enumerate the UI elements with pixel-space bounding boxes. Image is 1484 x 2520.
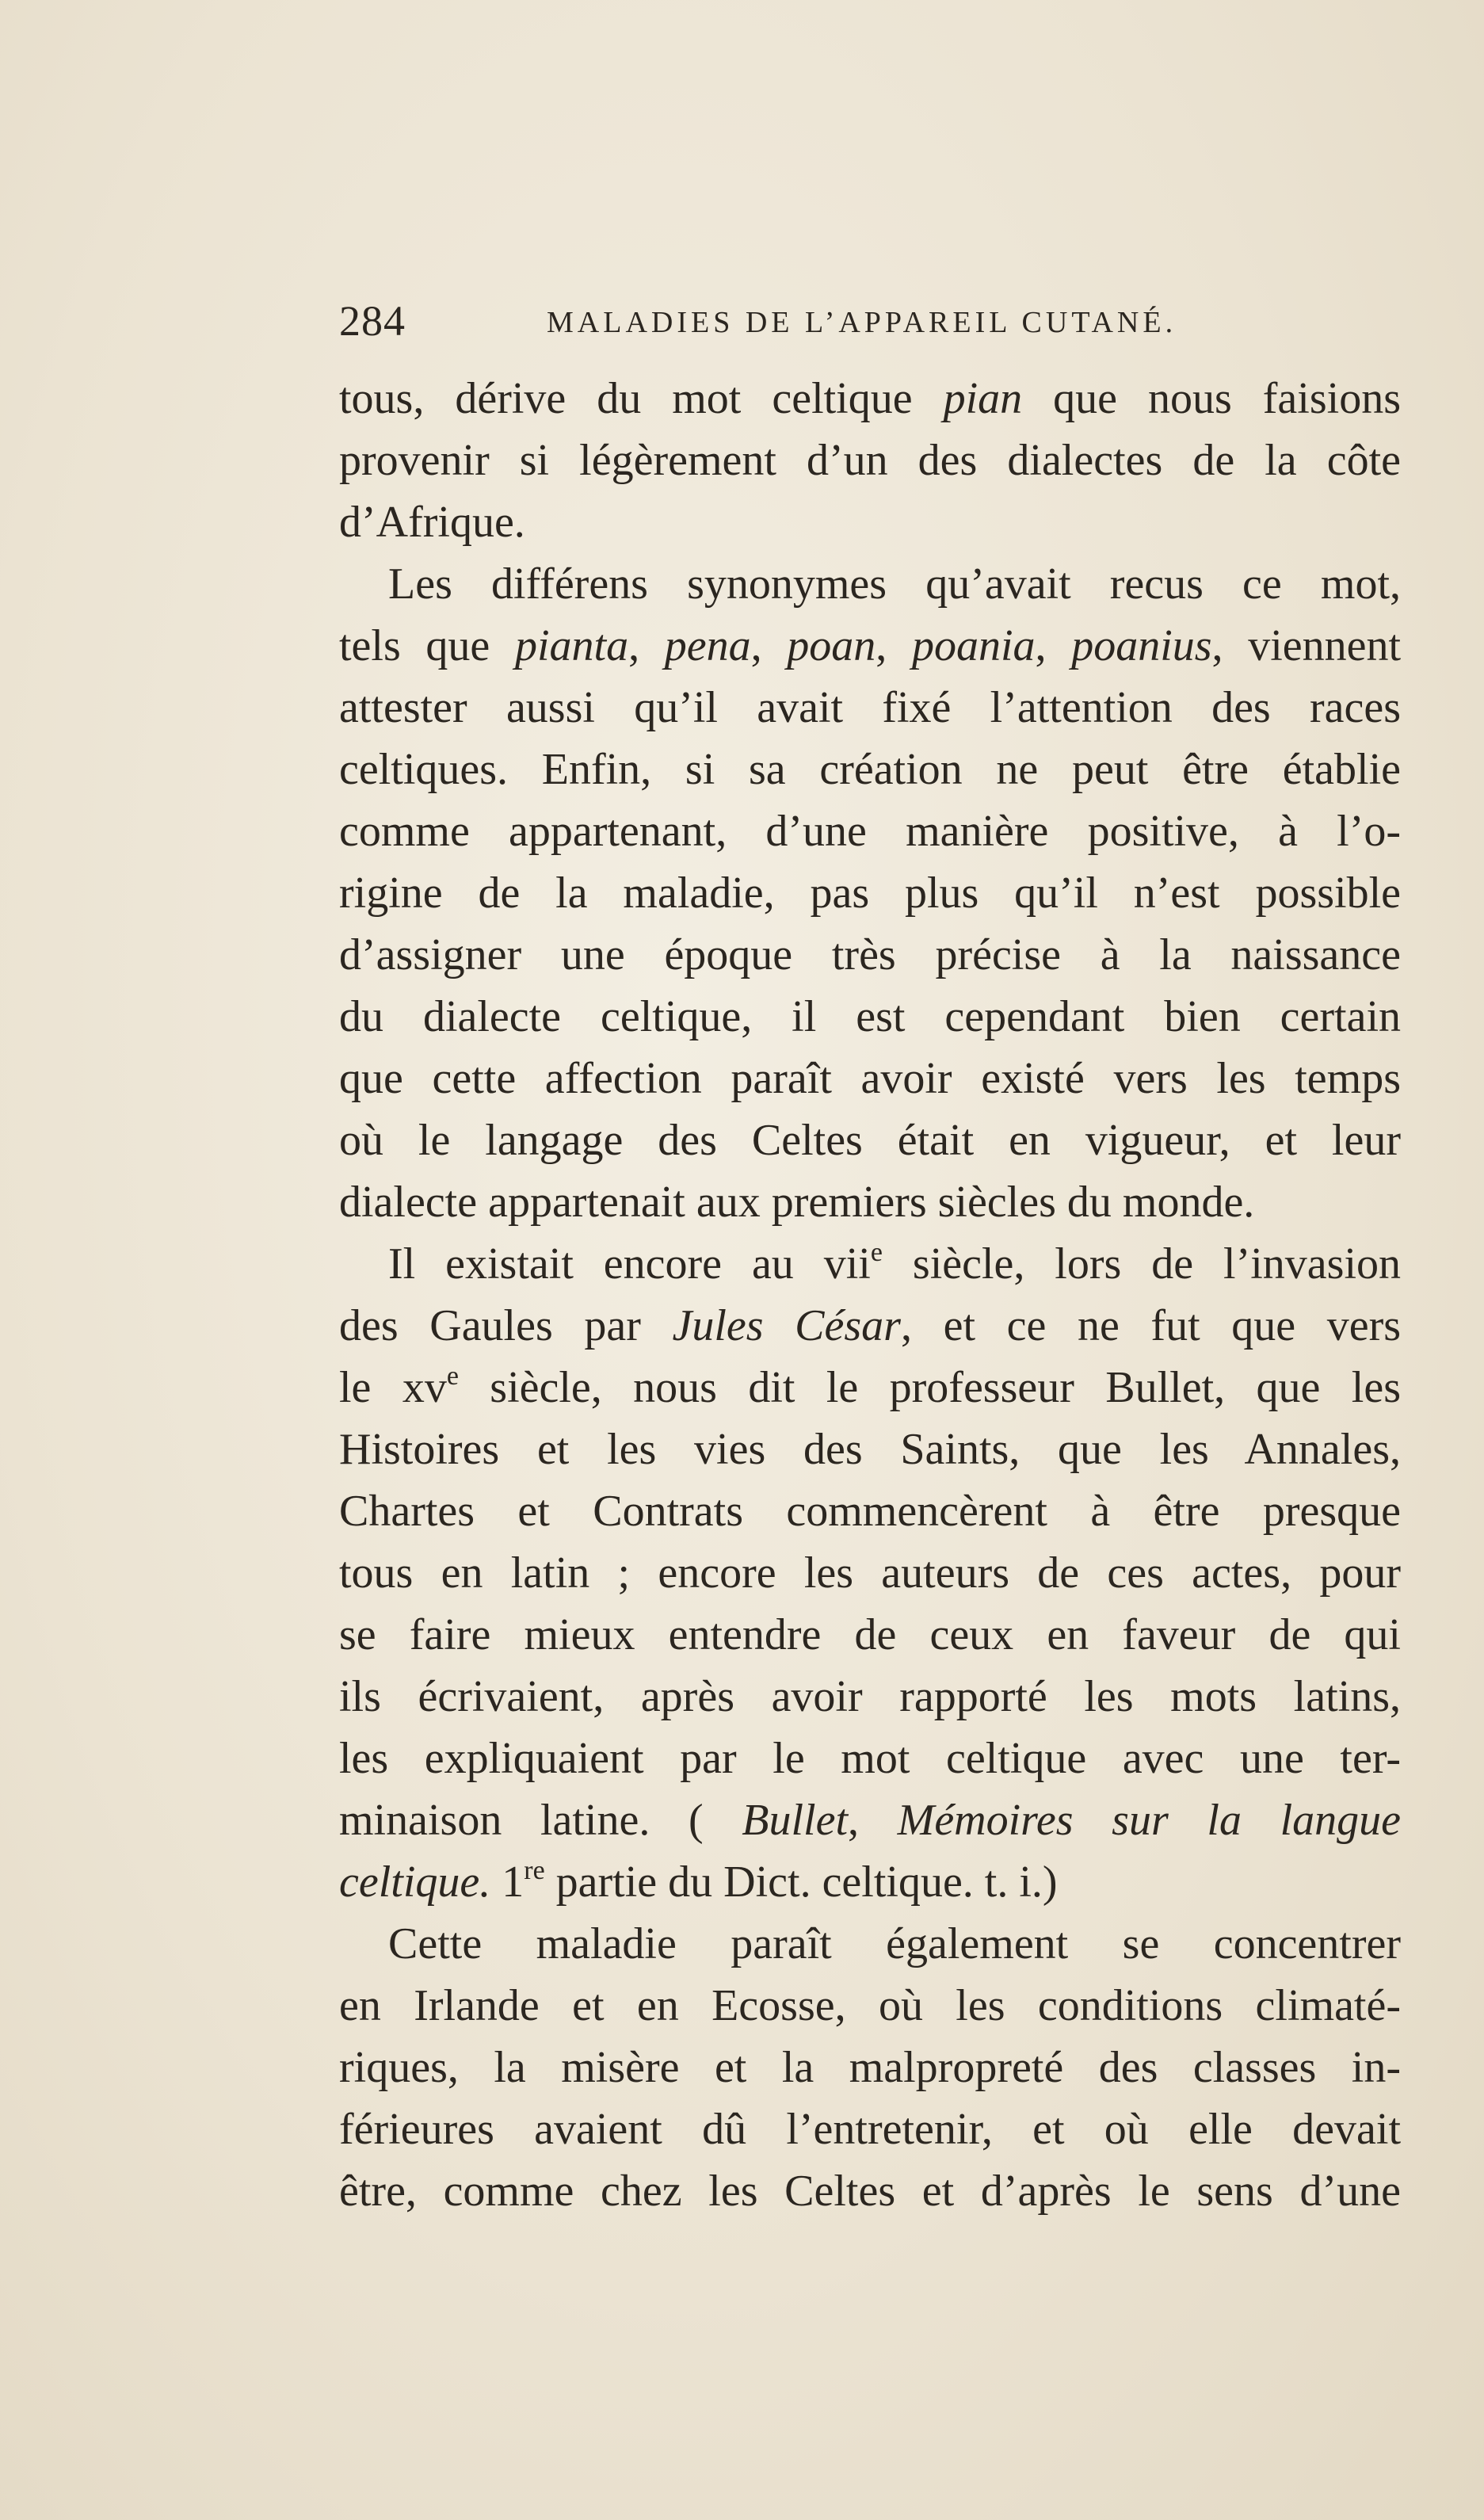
page-number: 284 [339, 297, 406, 345]
text-line [339, 615, 1401, 677]
text-line [339, 2160, 1401, 2222]
text-line [339, 491, 1401, 553]
text-segment: les expliquaient par le mot celtique avec une ter- [339, 1734, 1401, 1783]
superscript: e [446, 1361, 459, 1391]
text-segment: Chartes et Contrats commencèrent à être presque [339, 1487, 1401, 1536]
text-line [339, 2037, 1401, 2098]
text-line [339, 1975, 1401, 2037]
text-segment: siècle, nous dit le professeur Bullet, que les [458, 1363, 1401, 1412]
italic-text: poan [787, 621, 876, 670]
text-line [339, 553, 1401, 615]
text-segment: rigine de la maladie, pas plus qu’il n’est possible [339, 869, 1401, 918]
text-segment: provenir si légèrement d’un des dialectes de la côte [339, 436, 1401, 485]
text-line [339, 1295, 1401, 1357]
italic-text: pena [664, 621, 751, 670]
text-line [339, 1851, 1401, 1913]
text-segment: que nous faisions [1022, 374, 1401, 423]
text-segment: Les différens synonymes qu’avait recus ce mot, [388, 559, 1401, 609]
text-segment: , [876, 621, 912, 670]
running-head [339, 293, 1393, 349]
text-segment: comme appartenant, d’une manière positive, à l’o- [339, 807, 1401, 856]
superscript: e [870, 1238, 883, 1267]
text-segment: , [750, 621, 788, 670]
text-line [339, 1789, 1401, 1851]
text-line [339, 1418, 1401, 1480]
text-segment: xv [402, 1363, 447, 1412]
text-segment: attester aussi qu’il avait fixé l’attention des races [339, 683, 1401, 732]
text-segment: du dialecte celtique, il est cependant bien certain [339, 992, 1401, 1041]
text-segment: dialecte appartenait aux premiers siècles du monde. [339, 1178, 1255, 1227]
text-line [339, 862, 1401, 924]
text-line [339, 430, 1401, 491]
text-segment: se faire mieux entendre de ceux en faveur de qui [339, 1610, 1401, 1659]
italic-text: Mémoires sur la langue [897, 1796, 1402, 1845]
text-segment: en Irlande et en Ecosse, où les conditions climaté- [339, 1981, 1401, 2030]
superscript: re [524, 1856, 545, 1885]
text-segment: , et ce ne fut que vers [900, 1301, 1402, 1350]
text-segment: d’Afrique. [339, 498, 525, 547]
text-segment: que cette affection paraît avoir existé vers les temps [339, 1054, 1401, 1103]
running-title: MALADIES DE L’APPAREIL CUTANÉ. [547, 306, 1177, 339]
text-segment: siècle, lors de l’invasion [882, 1239, 1401, 1289]
italic-text: celtique. [339, 1858, 491, 1907]
text-line [339, 924, 1401, 986]
text-line [339, 1728, 1401, 1789]
text-line [339, 986, 1401, 1048]
text-line [339, 368, 1401, 430]
italic-text: pianta [514, 621, 629, 670]
text-segment: férieures avaient dû l’entretenir, et où elle devait [339, 2105, 1401, 2154]
text-segment: minaison latine. ( [339, 1796, 742, 1845]
text-line [339, 1171, 1401, 1233]
text-line [339, 1666, 1401, 1728]
text-line [339, 1357, 1401, 1418]
text-segment: tous en latin ; encore les auteurs de ces actes, pour [339, 1548, 1401, 1598]
text-segment: 1 [490, 1858, 525, 1907]
text-segment: être, comme chez les Celtes et d’après le sens d’une [339, 2167, 1401, 2216]
text-line [339, 1480, 1401, 1542]
text-segment: Histoires et les vies des Saints, que les Annales, [339, 1425, 1401, 1474]
text-segment: riques, la misère et la malpropreté des classes in- [339, 2043, 1401, 2092]
text-line [339, 739, 1401, 800]
text-segment: ils écrivaient, après avoir rapporté les mots latins, [339, 1672, 1401, 1721]
italic-text: pian [943, 374, 1023, 423]
text-line [339, 1604, 1401, 1666]
italic-text: Bullet [742, 1796, 849, 1845]
text-line [339, 1048, 1401, 1109]
text-segment: , viennent [1211, 621, 1402, 670]
italic-text: poanius [1071, 621, 1212, 670]
italic-text: poania [911, 621, 1036, 670]
text-segment: , [1035, 621, 1072, 670]
text-line [339, 2098, 1401, 2160]
text-line [339, 1109, 1401, 1171]
text-segment: tels que [339, 621, 515, 670]
text-segment: Cette maladie paraît également se concentrer [388, 1919, 1401, 1968]
text-segment: des Gaules par [339, 1301, 673, 1350]
body-text [339, 368, 1401, 2222]
text-line [339, 1913, 1401, 1975]
text-segment: Il existait encore au [388, 1239, 824, 1289]
italic-text: Jules César [672, 1301, 901, 1350]
text-line [339, 1233, 1401, 1295]
text-line [339, 677, 1401, 739]
text-line [339, 800, 1401, 862]
text-segment: celtiques. Enfin, si sa création ne peut être établie [339, 745, 1401, 794]
text-segment: , [628, 621, 665, 670]
text-segment: vii [823, 1239, 871, 1289]
text-segment: d’assigner une époque très précise à la naissance [339, 930, 1401, 979]
text-segment: , [848, 1796, 898, 1845]
text-segment: où le langage des Celtes était en vigueur, et leur [339, 1116, 1401, 1165]
text-line [339, 1542, 1401, 1604]
text-segment: le [339, 1363, 402, 1412]
text-segment: partie du Dict. celtique. t. i.) [544, 1858, 1058, 1907]
text-segment: tous, dérive du mot celtique [339, 374, 944, 423]
